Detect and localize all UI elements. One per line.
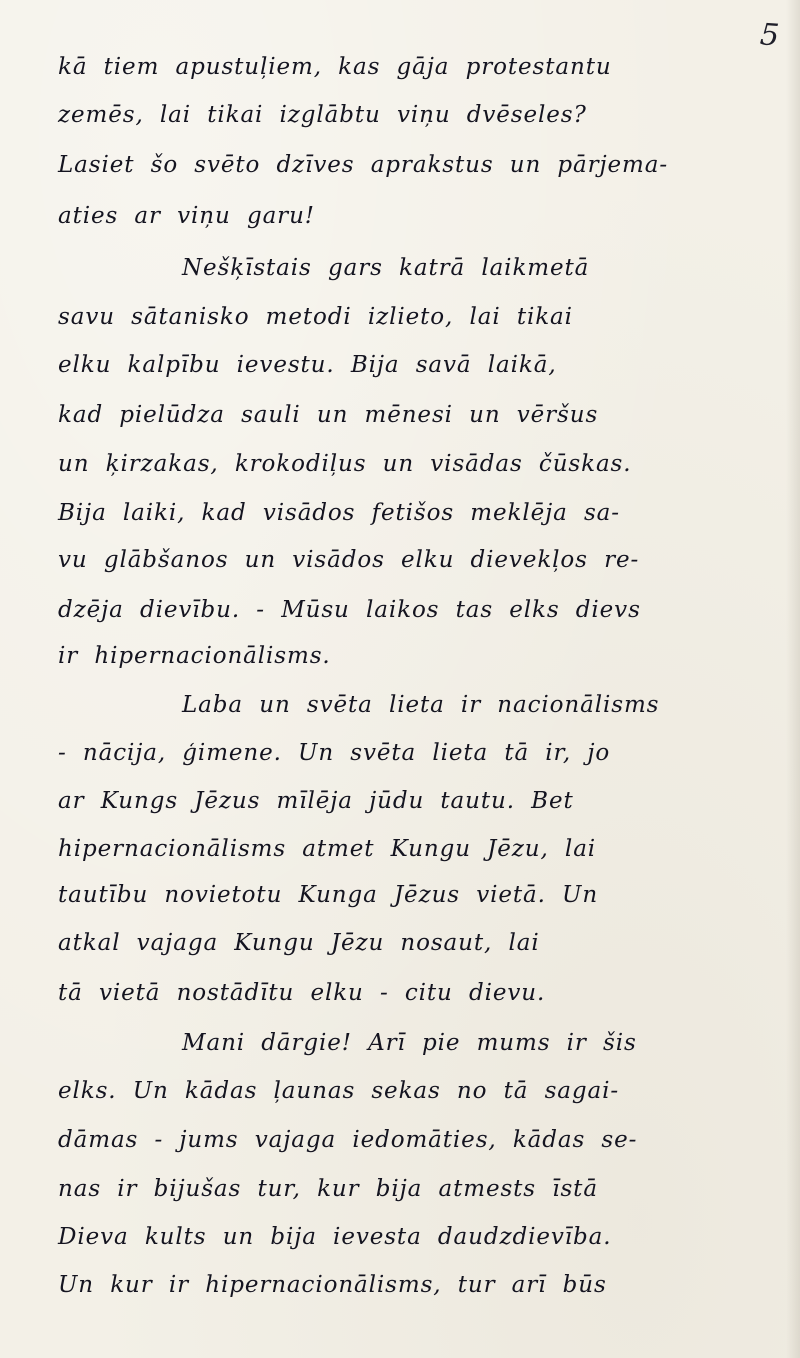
text-line: Bija laiki, kad visādos fetišos meklēja sa-	[58, 500, 620, 526]
text-line: aties ar viņu garu!	[58, 203, 315, 229]
text-line: elku kalpību ievestu. Bija savā laikā,	[58, 352, 557, 378]
text-line: Mani dārgie! Arī pie mums ir šis	[182, 1030, 637, 1056]
text-line: ir hipernacionālisms.	[58, 643, 331, 669]
page-edge-shadow	[786, 0, 800, 1358]
text-line: kā tiem apustuļiem, kas gāja protestantu	[58, 54, 612, 80]
text-line: tā vietā nostādītu elku - citu dievu.	[58, 980, 546, 1006]
text-line: Laba un svēta lieta ir nacionālisms	[182, 692, 660, 718]
text-line: Lasiet šo svēto dzīves aprakstus un pārjema-	[58, 152, 669, 178]
text-line: hipernacionālisms atmet Kungu Jēzu, lai	[58, 836, 597, 862]
text-line: atkal vajaga Kungu Jēzu nosaut, lai	[58, 930, 540, 956]
text-line: Nešķīstais gars katrā laikmetā	[182, 255, 590, 281]
text-line: nas ir bijušas tur, kur bija atmests īstā	[58, 1176, 598, 1202]
text-line: tautību novietotu Kunga Jēzus vietā. Un	[58, 882, 599, 908]
text-line: un ķirzakas, krokodiļus un visādas čūskas.	[58, 451, 632, 477]
text-line: - nācija, ģimene. Un svēta lieta tā ir, jo	[58, 740, 611, 766]
text-line: kad pielūdza sauli un mēnesi un vēršus	[58, 402, 599, 428]
text-line: zemēs, lai tikai izglābtu viņu dvēseles?	[58, 102, 587, 128]
page-number: 5	[758, 17, 781, 54]
text-line: Dieva kults un bija ievesta daudzdievība.	[58, 1224, 612, 1250]
text-line: dāmas - jums vajaga iedomāties, kādas se-	[58, 1127, 638, 1153]
text-line: Un kur ir hipernacionālisms, tur arī būs	[58, 1272, 607, 1298]
text-line: elks. Un kādas ļaunas sekas no tā sagai-	[58, 1078, 620, 1104]
text-line: vu glābšanos un visādos elku dievekļos re-	[58, 547, 640, 573]
text-line: savu sātanisko metodi izlieto, lai tikai	[58, 304, 573, 330]
text-line: dzēja dievību. - Mūsu laikos tas elks dievs	[58, 597, 641, 623]
text-line: ar Kungs Jēzus mīlēja jūdu tautu. Bet	[58, 788, 574, 814]
